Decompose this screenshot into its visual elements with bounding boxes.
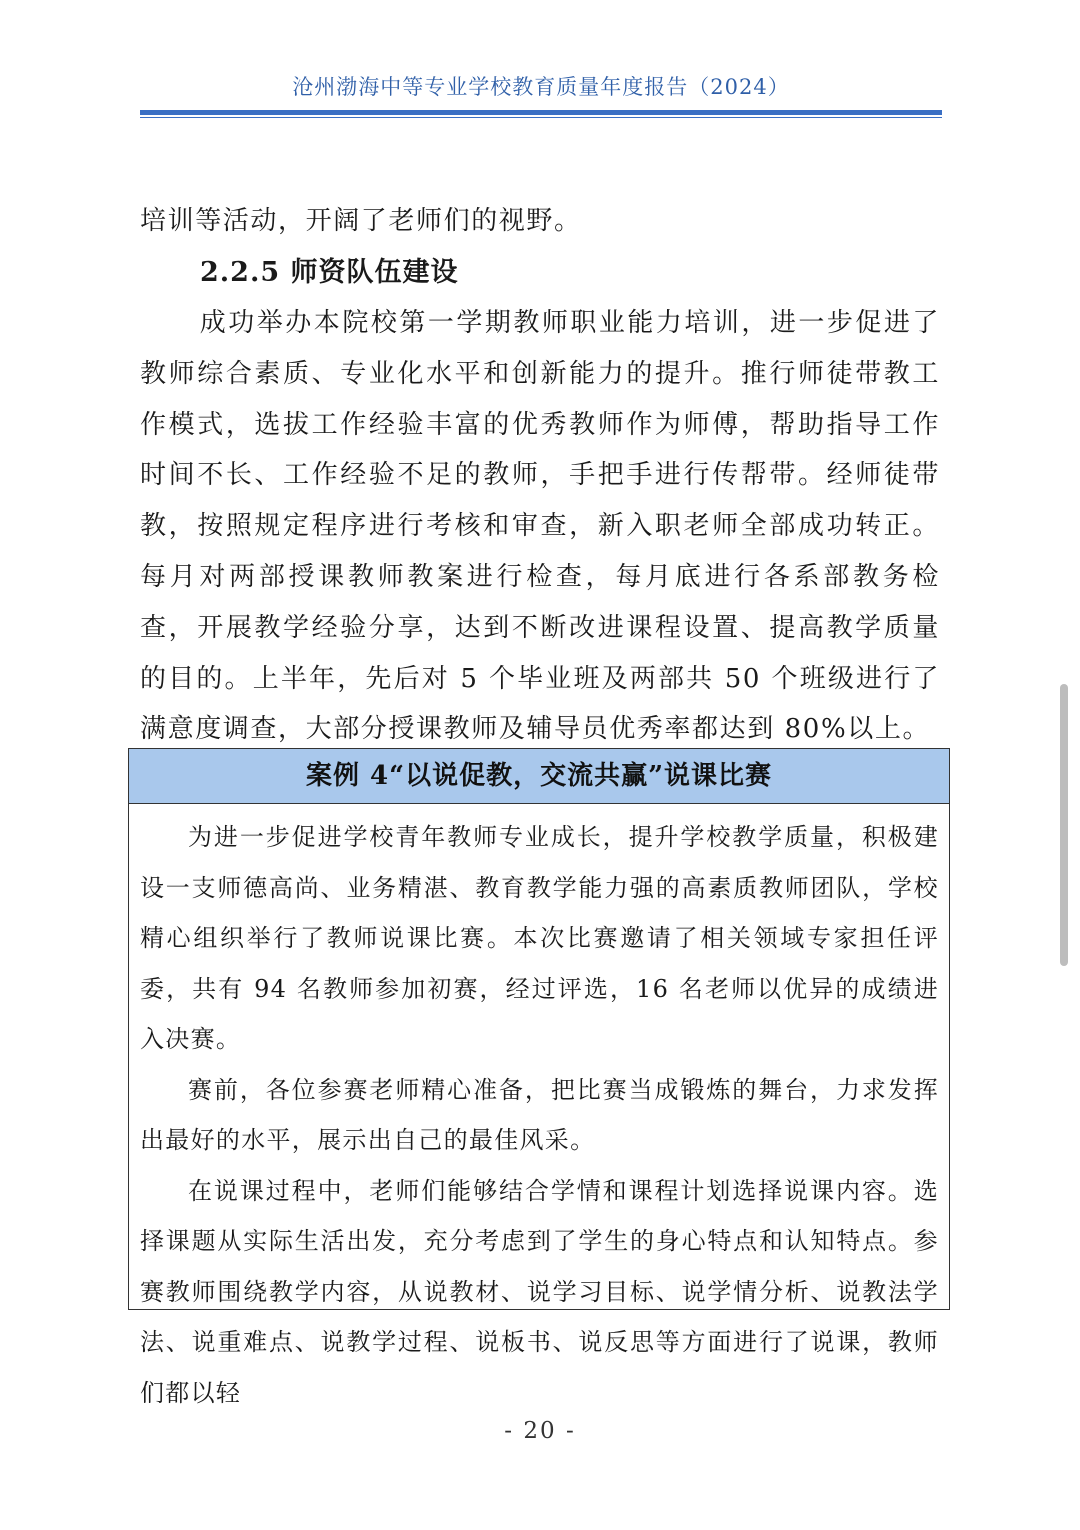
header-divider <box>140 110 942 115</box>
report-header <box>140 72 942 102</box>
continuation-text <box>140 196 940 247</box>
case-paragraph: 赛前，各位参赛老师精心准备，把比赛当成锻炼的舞台，力求发挥出最好的水平，展示出自己的最佳风采。 <box>140 1075 939 1154</box>
case-paragraph: 在说课过程中，老师们能够结合学情和课程计划选择说课内容。选择课题从实际生活出发，充分考虑到了学生的身心特点和认知特点。参赛教师围绕教学内容，从说教材、说学习目标、说学情分析、说教法学法、说重难点、说教学过程、说板书、说反思等方面进行了说课，教师们都以轻 <box>140 1176 939 1407</box>
page-number: - 20 - <box>504 1418 576 1444</box>
case-study-title: 案例 4“以说促教，交流共赢”说课比赛 <box>129 749 949 804</box>
report-title: 沧州渤海中等专业学校教育质量年度报告（2024） <box>292 75 790 99</box>
case-study-body <box>129 804 949 1418</box>
case-paragraph: 为进一步促进学校青年教师专业成长，提升学校教学质量，积极建设一支师德高尚、业务精湛、教育教学能力强的高素质教师团队，学校精心组织举行了教师说课比赛。本次比赛邀请了相关领域专家担任评委，共有 94 名教师参加初赛，经过评选，16 名老师以优异的成绩进入决赛。 <box>140 823 939 1053</box>
section-paragraph: 成功举办本院校第一学期教师职业能力培训，进一步促进了教师综合素质、专业化水平和创新能力的提升。推行师徒带教工作模式，选拔工作经验丰富的优秀教师作为师傅，帮助指导工作时间不长、工作经验不足的教师，手把手进行传帮带。经师徒带教，按照规定程序进行考核和审查，新入职老师全部成功转正。每月对两部授课教师教案进行检查，每月底进行各系部教务检查，开展教学经验分享，达到不断改进课程设置、提高教学质量的目的。上半年，先后对 5 个毕业班及两部共 50 个班级进行了满意度调查，大部分授课教师及辅导员优秀率都达到 80%以上。 <box>140 308 940 745</box>
header-divider-thin <box>140 117 942 118</box>
section-heading: 2.2.5 师资队伍建设 <box>200 257 459 288</box>
scrollbar-thumb[interactable] <box>1060 684 1068 966</box>
continuation-line: 培训等活动，开阔了老师们的视野。 <box>140 206 582 236</box>
case-study-box <box>128 748 950 1407</box>
